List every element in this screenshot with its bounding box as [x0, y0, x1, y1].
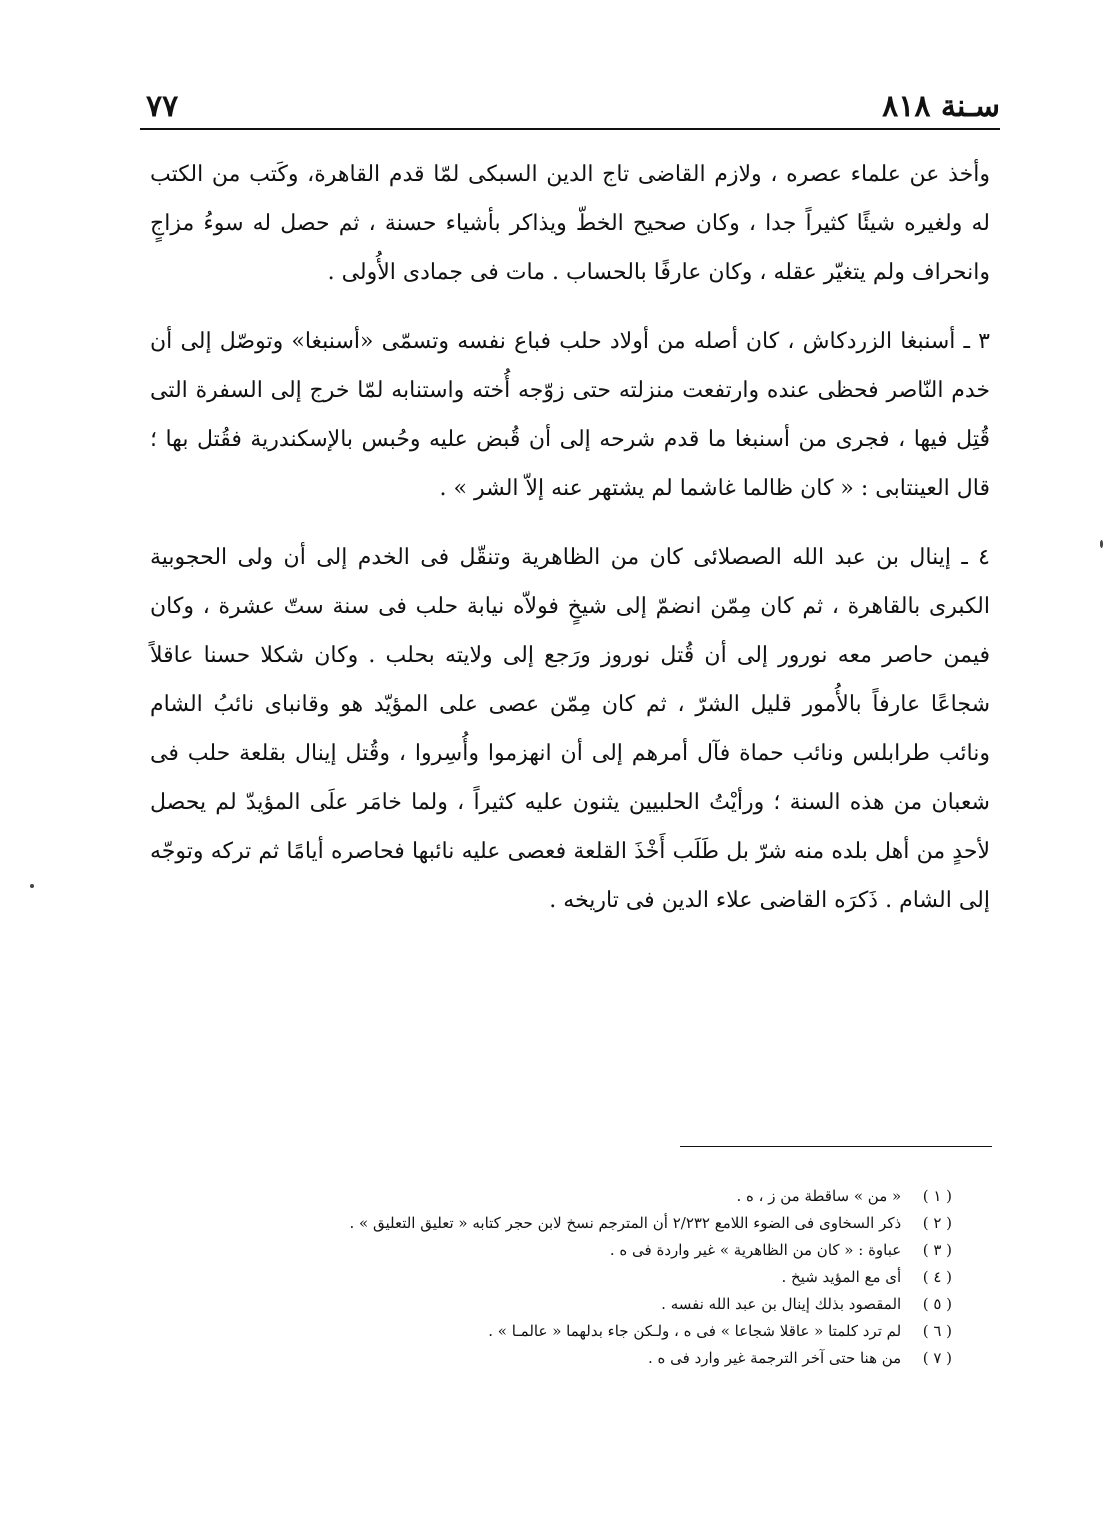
- footnote-number: ( ٤ ): [922, 1268, 952, 1286]
- running-header: [140, 86, 1000, 128]
- footnote: [150, 1264, 952, 1291]
- footnote: [150, 1237, 952, 1264]
- footnote: [150, 1183, 952, 1210]
- footnote-text: أى مع المؤيد شيخ .: [781, 1268, 902, 1286]
- footnote: [150, 1210, 952, 1237]
- entry-number: ٣: [978, 329, 990, 354]
- paragraph: [150, 533, 990, 925]
- running-title: سـنة ٨١٨: [882, 89, 1000, 124]
- footnote-number: ( ٧ ): [922, 1349, 952, 1367]
- page-number: ٧٧: [146, 89, 179, 124]
- scan-speck: [1100, 540, 1103, 548]
- footnote: [150, 1318, 952, 1345]
- footnote-text: عباوة : « كان من الظاهرية » غير واردة فى ه .: [609, 1241, 902, 1259]
- footnote-number: ( ٦ ): [922, 1322, 952, 1340]
- footnote: [150, 1291, 952, 1318]
- paragraph-text: وأخذ عن علماء عصره ، ولازم القاضى تاج الدين السبكى لمّا قدم القاهرة، وكَتب من الكتب له ولغيره شيئًا كثيراً جدا ، وكان صحيح الخطّ ويذاكر بأشياء حسنة ، ثم حصل له سوءُ مزاجٍ وانحراف ولم يتغيّر عقله ، وكان عارفًا بالحساب . مات فى جمادى الأُولى .: [150, 162, 990, 285]
- header-rule: [140, 128, 1000, 130]
- footnotes: [150, 1183, 952, 1372]
- body-text: [150, 150, 990, 945]
- paragraph: [150, 317, 990, 513]
- paragraph: [150, 150, 990, 297]
- paragraph-text: ـ إينال بن عبد الله الصصلائى كان من الظاهرية وتنقّل فى الخدم إلى أن ولى الحجوبية الكبرى بالقاهرة ، ثم كان مِمّن انضمّ إلى شيخٍ فولاّه نيابة حلب فى سنة ستّ عشرة ، وكان فيمن حاصر معه نورور إلى أن قُتل نوروز ورَجع إلى ولايته بحلب . وكان شكلا حسنا عاقلاً شجاعًا عارفاً بالأُمور قليل الشرّ ، ثم كان مِمّن عصى على المؤيّد هو وقانباى نائبُ الشام ونائب طرابلس ونائب حماة فآل أمرهم إلى أن انهزموا وأُسِروا ، وقُتل إينال بقلعة حلب فى شعبان من هذه السنة ؛ ورأيْتُ الحلبيين يثنون عليه كثيراً ، ولما خامَر علَى المؤيدّ لم يحصل لأحدٍ من أهل بلده منه شرّ بل طَلَب أَخْذَ القلعة فعصى عليه نائبها فحاصره أيامًا ثم تركه وتوجّه إلى الشام . ذَكرَه القاضى علاء الدين فى تاريخه .: [150, 545, 990, 913]
- footnote-number: ( ٥ ): [922, 1295, 952, 1313]
- paragraph-text: ـ أسنبغا الزردكاش ، كان أصله من أولاد حلب فباع نفسه وتسمّى «أسنبغا» وتوصّل إلى أن خدم النّاصر فحظى عنده وارتفعت منزلته حتى زوّجه أُخته واستنابه لمّا خرج إلى السفرة التى قُتِل فيها ، فجرى من أسنبغا ما قدم شرحه إلى أن قُبض عليه وحُبس بالإسكندرية فقُتل بها ؛ قال العينتابى : « كان ظالما غاشما لم يشتهر عنه إلاّ الشر » .: [150, 329, 990, 501]
- footnote-text: ذكر السخاوى فى الضوء اللامع ٢/٢٣٢ أن المترجم نسخ لابن حجر كتابه « تعليق التعليق » .: [349, 1214, 902, 1232]
- footnote-rule: [680, 1146, 992, 1147]
- footnote-text: من هنا حتى آخر الترجمة غير وارد فى ه .: [648, 1349, 902, 1367]
- footnote-number: ( ٢ ): [922, 1214, 952, 1232]
- footnote-number: ( ٣ ): [922, 1241, 952, 1259]
- entry-number: ٤: [978, 545, 990, 570]
- footnote-text: « من » ساقطة من ز ، ه .: [736, 1187, 902, 1205]
- footnote-text: لم ترد كلمتا « عاقلا شجاعا » فى ه ، ولـكن جاء بدلهما « عالمـا » .: [488, 1322, 902, 1340]
- footnote: [150, 1345, 952, 1372]
- footnote-text: المقصود بذلك إينال بن عبد الله نفسه .: [661, 1295, 902, 1313]
- footnote-number: ( ١ ): [922, 1187, 952, 1205]
- scan-speck: [30, 884, 34, 888]
